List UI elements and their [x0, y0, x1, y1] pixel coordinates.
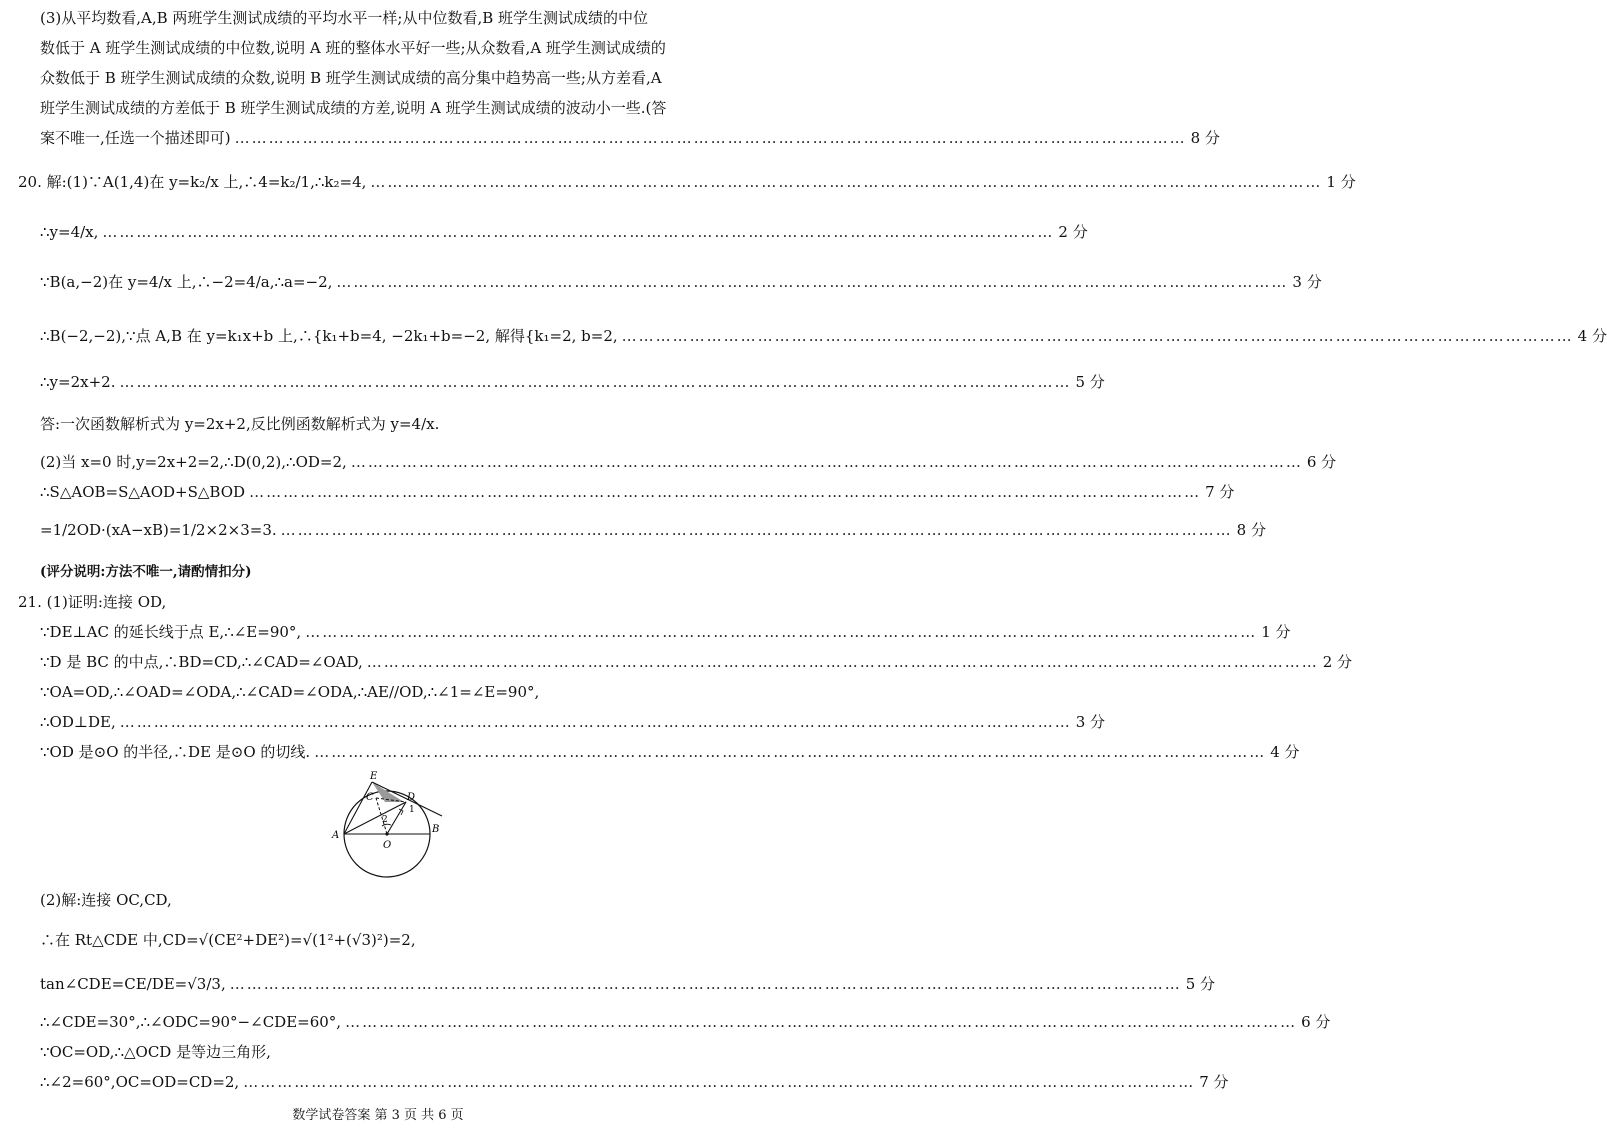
score-7: 7 分	[1205, 483, 1235, 501]
score-5: 5 分	[1185, 975, 1216, 993]
score-6: 6 分	[1301, 1013, 1331, 1031]
leader-dots: ……………………………………………………………………………………………………………………………………………………	[621, 327, 1574, 345]
leader-dots: ……………………………………………………………………………………………………………………………………………………	[336, 273, 1289, 291]
q21-line-2	[40, 622, 1291, 642]
q21-line-9-text: tan∠CDE=CE/DE=√3/3,	[40, 975, 226, 993]
score-4: 4 分	[1270, 743, 1300, 761]
q20-line-7-text: (2)当 x=0 时,y=2x+2=2,∴D(0,2),∴OD=2,	[40, 453, 347, 471]
label-angle-2: 2	[382, 815, 388, 825]
p3-line-4: 班学生测试成绩的方差低于 B 班学生测试成绩的方差,说明 A 班学生测试成绩的波动小一些.(答	[40, 99, 667, 117]
q21-line-12-text: ∴∠2=60°,OC=OD=CD=2,	[40, 1073, 240, 1091]
score-7: 7 分	[1199, 1073, 1229, 1091]
leader-dots: ……………………………………………………………………………………………………………………………………………………	[370, 173, 1323, 191]
q21-line-1: 21. (1)证明:连接 OD,	[18, 593, 167, 611]
score-6: 6 分	[1306, 453, 1337, 471]
label-angle-1: 1	[409, 805, 415, 815]
score-3: 3 分	[1292, 273, 1322, 291]
q20-line-2	[40, 222, 1088, 242]
p3-line-1: (3)从平均数看,A,B 两班学生测试成绩的平均水平一样;从中位数看,B 班学生测试成绩的中位	[40, 9, 649, 27]
score-1: 1 分	[1326, 173, 1356, 191]
q20-line-3	[40, 272, 1322, 292]
leader-dots: ……………………………………………………………………………………………………………………………………………………	[305, 623, 1258, 641]
q21-line-4: ∵OA=OD,∴∠OAD=∠ODA,∴∠CAD=∠ODA,∴AE//OD,∴∠1=∠E=90°,	[40, 683, 540, 701]
label-a: A	[332, 830, 340, 841]
q21-line-8: ∴在 Rt△CDE 中,CD=√(CE²+DE²)=√(1²+(√3)²)=2,	[40, 931, 416, 949]
scoring-note: (评分说明:方法不唯一,请酌情扣分)	[40, 564, 252, 580]
q21-line-3	[40, 652, 1353, 672]
leader-dots: ……………………………………………………………………………………………………………………………………………………	[102, 223, 1055, 241]
score-8: 8 分	[1190, 129, 1220, 147]
leader-dots: ……………………………………………………………………………………………………………………………………………………	[229, 975, 1182, 993]
p3-line-2: 数低于 A 班学生测试成绩的中位数,说明 A 班的整体水平好一些;从众数看,A 班学生测试成绩的	[40, 39, 666, 57]
q20-line-5-text: ∴y=2x+2.	[40, 373, 116, 391]
q21-line-12	[40, 1072, 1229, 1092]
q21-line-6	[40, 742, 1300, 762]
p3-line-5	[40, 128, 1220, 148]
leader-dots: ……………………………………………………………………………………………………………………………………………………	[366, 653, 1319, 671]
q20-line-5	[40, 372, 1105, 392]
q21-line-5-text: ∴OD⊥DE,	[40, 713, 116, 731]
leader-dots: ……………………………………………………………………………………………………………………………………………………	[350, 453, 1303, 471]
label-e: E	[370, 771, 378, 782]
q20-line-4	[40, 326, 1607, 346]
leader-dots: ……………………………………………………………………………………………………………………………………………………	[249, 483, 1202, 501]
q21-line-10	[40, 1012, 1331, 1032]
leader-dots: ……………………………………………………………………………………………………………………………………………………	[280, 521, 1233, 539]
score-5: 5 分	[1075, 373, 1105, 391]
q21-line-10-text: ∴∠CDE=30°,∴∠ODC=90°−∠CDE=60°,	[40, 1013, 342, 1031]
score-2: 2 分	[1058, 223, 1088, 241]
leader-dots: ……………………………………………………………………………………………………………………………………………………	[119, 373, 1072, 391]
center-point	[385, 832, 388, 835]
score-3: 3 分	[1075, 713, 1106, 731]
label-o: O	[383, 840, 392, 851]
q20-answer: 答:一次函数解析式为 y=2x+2,反比例函数解析式为 y=4/x.	[40, 415, 440, 433]
q20-line-7	[40, 452, 1337, 472]
leader-dots: ……………………………………………………………………………………………………………………………………………………	[243, 1073, 1196, 1091]
q20-line-8	[40, 482, 1235, 502]
label-c: C	[366, 792, 374, 803]
q20-line-1-text: 20. 解:(1)∵A(1,4)在 y=k₂/x 上,∴4=k₂/1,∴k₂=4,	[18, 173, 367, 191]
q20-line-3-text: ∵B(a,−2)在 y=4/x 上,∴−2=4/a,∴a=−2,	[40, 273, 333, 291]
leader-dots: ……………………………………………………………………………………………………………………………………………………	[119, 713, 1072, 731]
p3-line-3: 众数低于 B 班学生测试成绩的众数,说明 B 班学生测试成绩的高分集中趋势高一些;从方差看,A	[40, 69, 662, 87]
q20-line-4-text: ∴B(−2,−2),∵点 A,B 在 y=k₁x+b 上,∴{k₁+b=4, −2k₁+b=−2, 解得{k₁=2, b=2,	[40, 327, 618, 345]
q21-line-7: (2)解:连接 OC,CD,	[40, 891, 172, 909]
q21-line-9	[40, 974, 1216, 994]
label-d: D	[407, 792, 416, 803]
q20-line-8-text: ∴S△AOB=S△AOD+S△BOD	[40, 483, 246, 501]
score-4: 4 分	[1577, 327, 1607, 345]
q20-line-9	[40, 520, 1266, 540]
q20-line-2-text: ∴y=4/x,	[40, 223, 99, 241]
q20-line-1	[18, 172, 1356, 192]
q21-line-11: ∵OC=OD,∴△OCD 是等边三角形,	[40, 1043, 271, 1061]
score-1: 1 分	[1261, 623, 1291, 641]
q20-line-9-text: =1/2OD·(xA−xB)=1/2×2×3=3.	[40, 521, 277, 539]
label-b: B	[432, 824, 440, 835]
q21-line-5	[40, 712, 1106, 732]
p3-line-5-text: 案不唯一,任选一个描述即可)	[40, 129, 231, 147]
score-2: 2 分	[1322, 653, 1353, 671]
q21-line-6-text: ∵OD 是⊙O 的半径,∴DE 是⊙O 的切线.	[40, 743, 311, 761]
score-8: 8 分	[1236, 521, 1266, 539]
leader-dots: ……………………………………………………………………………………………………………………………………………………	[345, 1013, 1298, 1031]
leader-dots: ……………………………………………………………………………………………………………………………………………………	[234, 129, 1187, 147]
page-footer: 数学试卷答案 第 3 页 共 6 页	[292, 1108, 464, 1123]
circle-tangent-figure	[330, 770, 450, 860]
q21-line-2-text: ∵DE⊥AC 的延长线于点 E,∴∠E=90°,	[40, 623, 302, 641]
q21-line-3-text: ∵D 是 BC 的中点,∴BD=CD,∴∠CAD=∠OAD,	[40, 653, 363, 671]
leader-dots: ……………………………………………………………………………………………………………………………………………………	[314, 743, 1267, 761]
